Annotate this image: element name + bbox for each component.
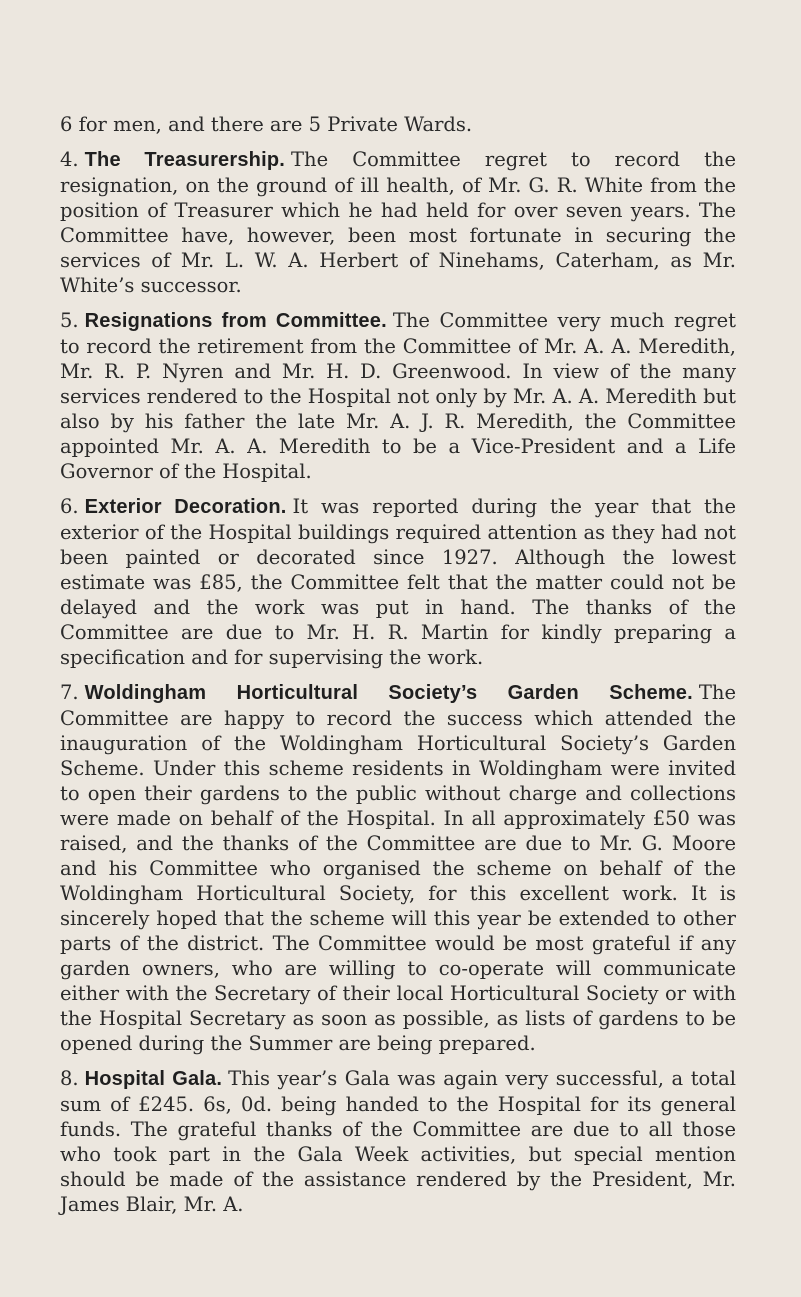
section-body: The Committee very much regret to record the retirement from the Committee of Mr. A. A. Meredith, Mr. R. P. Nyren and Mr. H. D. Greenwood. In view of the many services rendered to the Hospital not only by Mr. A. A. Meredith but also by his father the late Mr. A. J. R. Meredith, the Committee appointed Mr. A. A. Meredith to be a Vice-President and a Life Governor of the Hospital. xyxy=(60,309,737,483)
section-body: The Committee are happy to record the success which attended the inauguration of the Woldingham Horticultural Society’s Garden Scheme. Under this scheme residents in Woldingham were invited to open their gardens to the public without charge and collections were made on behalf of the Hospital. In all approximately £50 was raised, and the thanks of the Committee are due to Mr. G. Moore and his Committee who organised the scheme on behalf of the Woldingham Horticultural Society, for this excellent work. It is sincerely hoped that the scheme will this year be extended to other parts of the district. The Committee would be most grateful if any garden owners, who are willing to co-operate will communicate either with the Secretary of their local Horticultural Society or with the Hospital Secretary as soon as possible, as lists of gardens to be opened during the Summer are being prepared. xyxy=(60,681,736,1055)
section-garden-scheme xyxy=(60,680,736,1056)
document-page xyxy=(60,112,736,1227)
section-resignations xyxy=(60,308,736,484)
section-hospital-gala xyxy=(60,1066,736,1217)
section-number: 4. xyxy=(60,148,79,171)
section-treasurership xyxy=(60,147,736,298)
section-number: 6. xyxy=(60,495,79,518)
section-number: 7. xyxy=(60,681,79,704)
continuation-paragraph: 6 for men, and there are 5 Private Wards. xyxy=(60,113,473,136)
section-number: 8. xyxy=(60,1067,79,1090)
section-heading: Hospital Gala. xyxy=(84,1068,223,1090)
section-heading: Woldingham Horticultural Society’s Garden Scheme. xyxy=(84,682,693,704)
section-heading: Exterior Decoration. xyxy=(84,496,287,518)
section-body: The Committee regret to record the resignation, on the ground of ill health, of Mr. G. R. White from the position of Treasurer which he had held for over seven years. The Committee have, however, been most fortunate in securing the services of Mr. L. W. A. Herbert of Ninehams, Caterham, as Mr. White’s successor. xyxy=(60,148,737,297)
section-exterior-decoration xyxy=(60,494,736,670)
section-body: This year’s Gala was again very successful, a total sum of £245. 6s, 0d. being handed to the Hospital for its general funds. The grateful thanks of the Committee are due to all those who took part in the Gala Week activities, but special mention should be made of the assistance rendered by the President, Mr. James Blair, Mr. A. xyxy=(60,1067,736,1216)
section-heading: The Treasurership. xyxy=(84,149,286,171)
section-body: It was reported during the year that the exterior of the Hospital buildings required attention as they had not been painted or decorated since 1927. Although the lowest estimate was £85, the Committee felt that the matter could not be delayed and the work was put in hand. The thanks of the Committee are due to Mr. H. R. Martin for kindly preparing a specification and for supervising the work. xyxy=(60,495,736,669)
section-heading: Resignations from Committee. xyxy=(84,310,387,332)
section-number: 5. xyxy=(60,309,79,332)
